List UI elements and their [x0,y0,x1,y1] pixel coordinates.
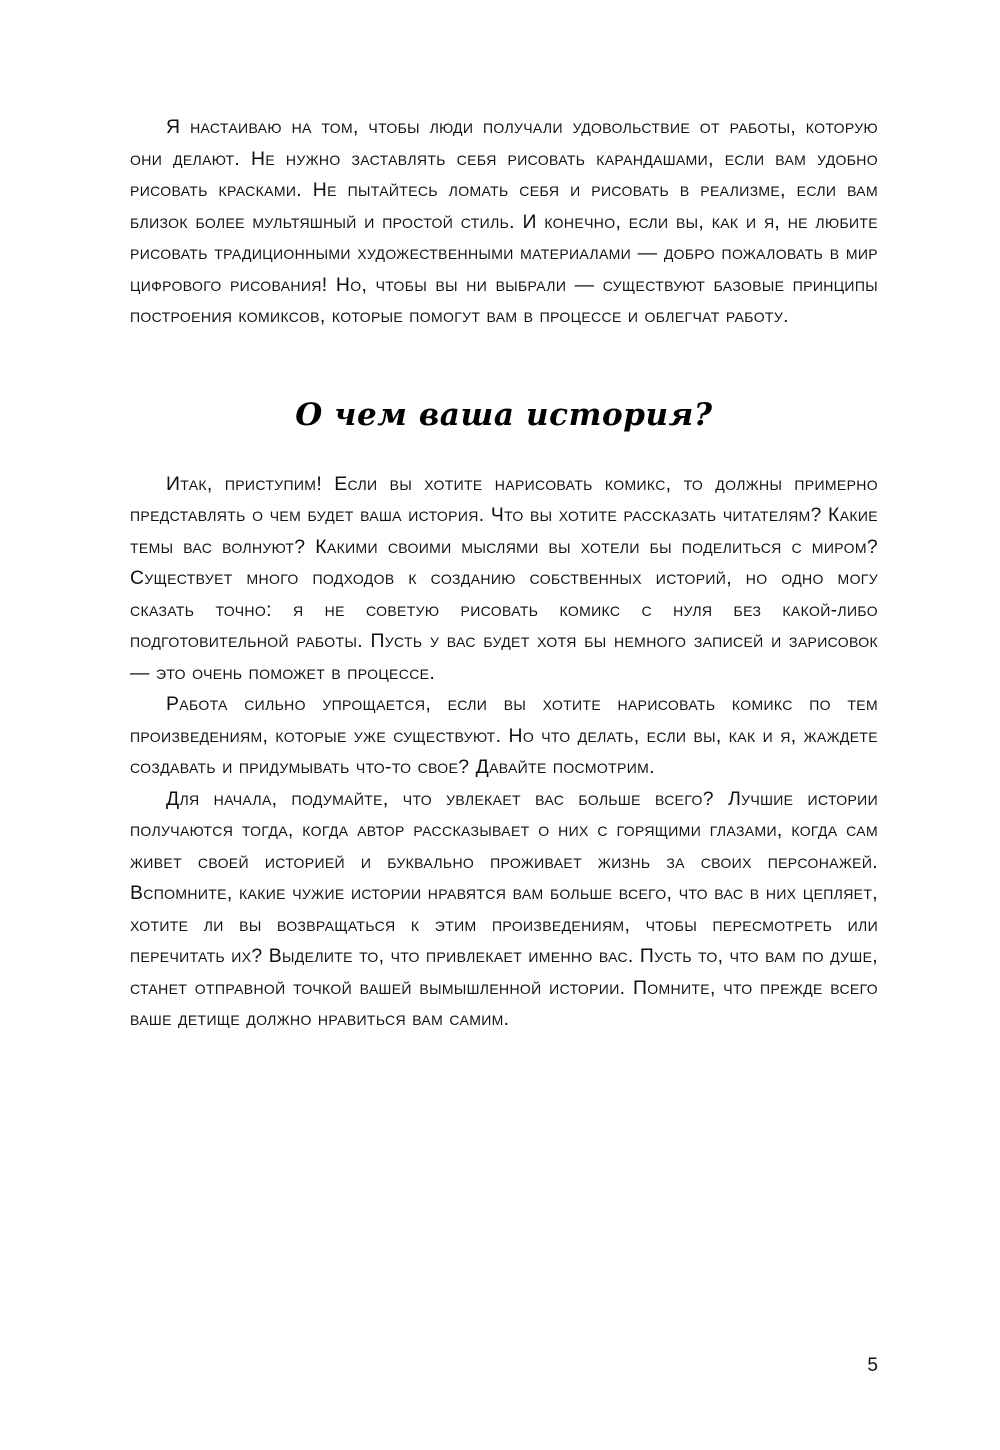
paragraph-intro-pleasure: Я настаиваю на том, чтобы люди получали удовольствие от работы, которую они делают. Не нужно заставлять себя рисовать карандашами, если вам удобно рисовать красками. Не пытайтесь ломать себя и рисовать в реализме, если вам близок более мультяшный и простой стиль. И конечно, если вы, как и я, не любите рисовать традиционными художественными материалами — добро пожаловать в мир цифрового рисования! Но, чтобы вы ни выбрали — существуют базовые принципы построения комиксов, которые помогут вам в процессе и облегчат работу. [130,116,878,327]
page-content [130,112,878,1036]
paragraph-start-story: Итак, приступим! Если вы хотите нарисовать комикс, то должны примерно представлять о чем будет ваша история. Что вы хотите рассказать читателям? Какие темы вас волнуют? Какими своими мыслями вы хотели бы поделиться с миром? Существует много подходов к созданию собственных историй, но одно могу сказать точно: я не советую рисовать комикс с нуля без какой-либо подготовительной работы. Пусть у вас будет хотя бы немного записей и зарисовок — это очень поможет в процессе. [130,472,878,684]
paragraph-what-excites-you: Для начала, подумайте, что увлекает вас больше всего? Лучшие истории получаются тогда, когда автор рассказывает о них с горящими глазами, когда сам живет своей историей и буквально проживает жизнь за своих персонажей. Вспомните, какие чужие истории нравятся вам больше всего, что вас в них цепляет, хотите ли вы возвращаться к этим произведениям, чтобы пересмотреть или перечитать их? Выделите то, что привлекает именно вас. Пусть то, что вам по душе, станет отправной точкой вашей вымышленной истории. Помните, что прежде всего ваше детище должно нравиться вам самим. [130,787,878,1030]
section-heading: О чем ваша история? [295,396,713,433]
page-number: 5 [867,1355,878,1376]
paragraph-existing-works: Работа сильно упрощается, если вы хотите нарисовать комикс по тем произведениям, которые уже существуют. Но что делать, если вы, как и я, жаждете создавать и придумывать что-то свое? Давайте посмотрим. [130,693,878,778]
heading-spacer [130,433,878,469]
section-spacer [130,333,878,397]
